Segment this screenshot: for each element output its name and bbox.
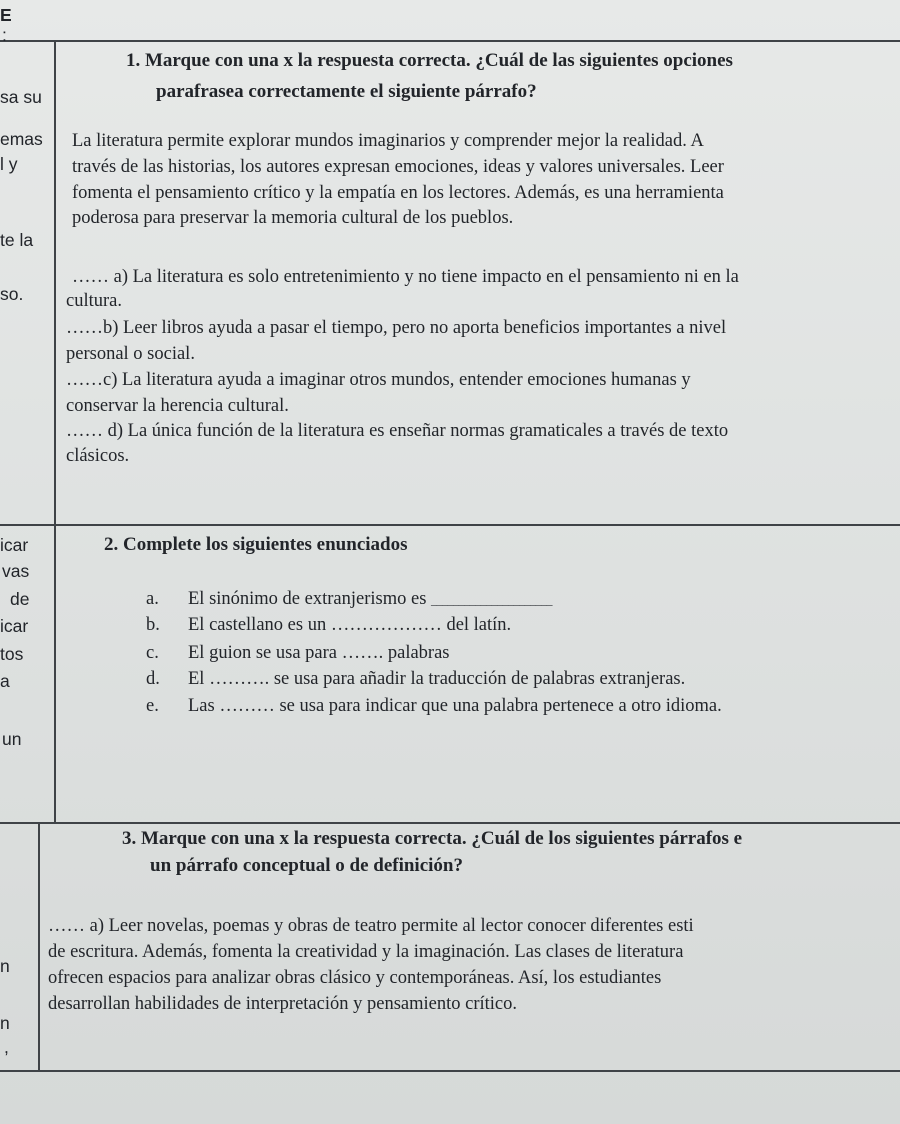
q1-paragraph-line: través de las historias, los autores expresan emociones, ideas y valores universales. Leer — [72, 157, 724, 177]
q2-item-a: El sinónimo de extranjerismo es ______________________ — [188, 589, 553, 609]
q1-option-c[interactable]: ……c) La literatura ayuda a imaginar otros mundos, entender emociones humanas y — [66, 370, 691, 390]
q3-title-line2: un párrafo conceptual o de definición? — [150, 855, 463, 876]
q1-option-b[interactable]: ……b) Leer libros ayuda a pasar el tiempo, pero no aporta beneficios importantes a nivel — [66, 318, 727, 338]
answer-blank[interactable]: ______________________ — [431, 593, 553, 607]
q1-title: 1. Marque con una x la respuesta correcta. ¿Cuál de las siguientes opciones — [126, 50, 733, 71]
margin-fragment: icar — [0, 535, 29, 555]
margin-fragment: de — [10, 589, 30, 609]
q2-item-letter: e. — [146, 696, 159, 716]
q1-option-a[interactable]: …… a) La literatura es solo entretenimiento y no tiene impacto en el pensamiento ni en la — [72, 267, 739, 287]
q1-option-c-cont: conservar la herencia cultural. — [66, 396, 289, 416]
q3-option-a-cont: ofrecen espacios para analizar obras clásico y contemporáneas. Así, los estudiantes — [48, 968, 662, 988]
margin-fragment: sa su — [0, 87, 42, 107]
margin-fragment: , — [4, 1037, 9, 1057]
q2-item-letter: b. — [146, 615, 160, 635]
table-top-border — [0, 40, 900, 42]
margin-fragment: n — [0, 1013, 10, 1033]
q3-option-a-cont: desarrollan habilidades de interpretación y pensamiento crítico. — [48, 994, 518, 1014]
q1-paragraph-line: fomenta el pensamiento crítico y la empatía en los lectores. Además, es una herramienta — [72, 183, 724, 203]
q2-item-letter: a. — [146, 589, 159, 609]
q3-title: 3. Marque con una x la respuesta correcta. ¿Cuál de los siguientes párrafos e — [122, 828, 743, 849]
q2-item-c[interactable]: El guion se usa para ……. palabras — [188, 643, 450, 663]
column-divider — [54, 40, 56, 824]
margin-fragment: : — [2, 25, 7, 45]
q2-item-b[interactable]: El castellano es un ……………… del latín. — [188, 615, 512, 635]
row-divider-q1-q2 — [0, 524, 900, 526]
margin-fragment: a — [0, 671, 10, 691]
q1-option-d[interactable]: …… d) La única función de la literatura es enseñar normas gramaticales a través de texto — [66, 421, 729, 441]
margin-fragment: so. — [0, 284, 24, 304]
margin-fragment: emas — [0, 129, 43, 149]
q3-option-a-cont: de escritura. Además, fomenta la creatividad y la imaginación. Las clases de literatura — [48, 942, 684, 962]
q1-title-line2: parafrasea correctamente el siguiente párrafo? — [156, 81, 537, 102]
q2-item-e[interactable]: Las ……… se usa para indicar que una palabra pertenece a otro idioma. — [188, 696, 722, 716]
q3-option-a[interactable]: …… a) Leer novelas, poemas y obras de teatro permite al lector conocer diferentes esti — [48, 916, 694, 936]
margin-fragment: n — [0, 956, 10, 976]
column-divider-lower — [38, 824, 40, 1070]
margin-fragment: l y — [0, 154, 18, 174]
q1-paragraph-line: La literatura permite explorar mundos imaginarios y comprender mejor la realidad. A — [72, 131, 704, 151]
q1-paragraph-line: poderosa para preservar la memoria cultural de los pueblos. — [72, 208, 514, 228]
margin-fragment: icar — [0, 616, 29, 636]
q1-option-a-cont: cultura. — [66, 291, 122, 311]
margin-fragment: E — [0, 5, 12, 25]
margin-fragment: te la — [0, 230, 34, 250]
margin-fragment: vas — [2, 561, 30, 581]
row-divider-q2-q3 — [0, 822, 900, 824]
q2-item-d[interactable]: El ………. se usa para añadir la traducción de palabras extranjeras. — [188, 669, 686, 689]
q2-title: 2. Complete los siguientes enunciados — [104, 534, 408, 555]
q1-option-d-cont: clásicos. — [66, 446, 130, 466]
table-bottom-border — [0, 1070, 900, 1072]
margin-fragment: un — [2, 729, 22, 749]
q2-item-letter: c. — [146, 643, 159, 663]
q2-item-letter: d. — [146, 669, 160, 689]
margin-fragment: tos — [0, 644, 24, 664]
q1-option-b-cont: personal o social. — [66, 344, 195, 364]
